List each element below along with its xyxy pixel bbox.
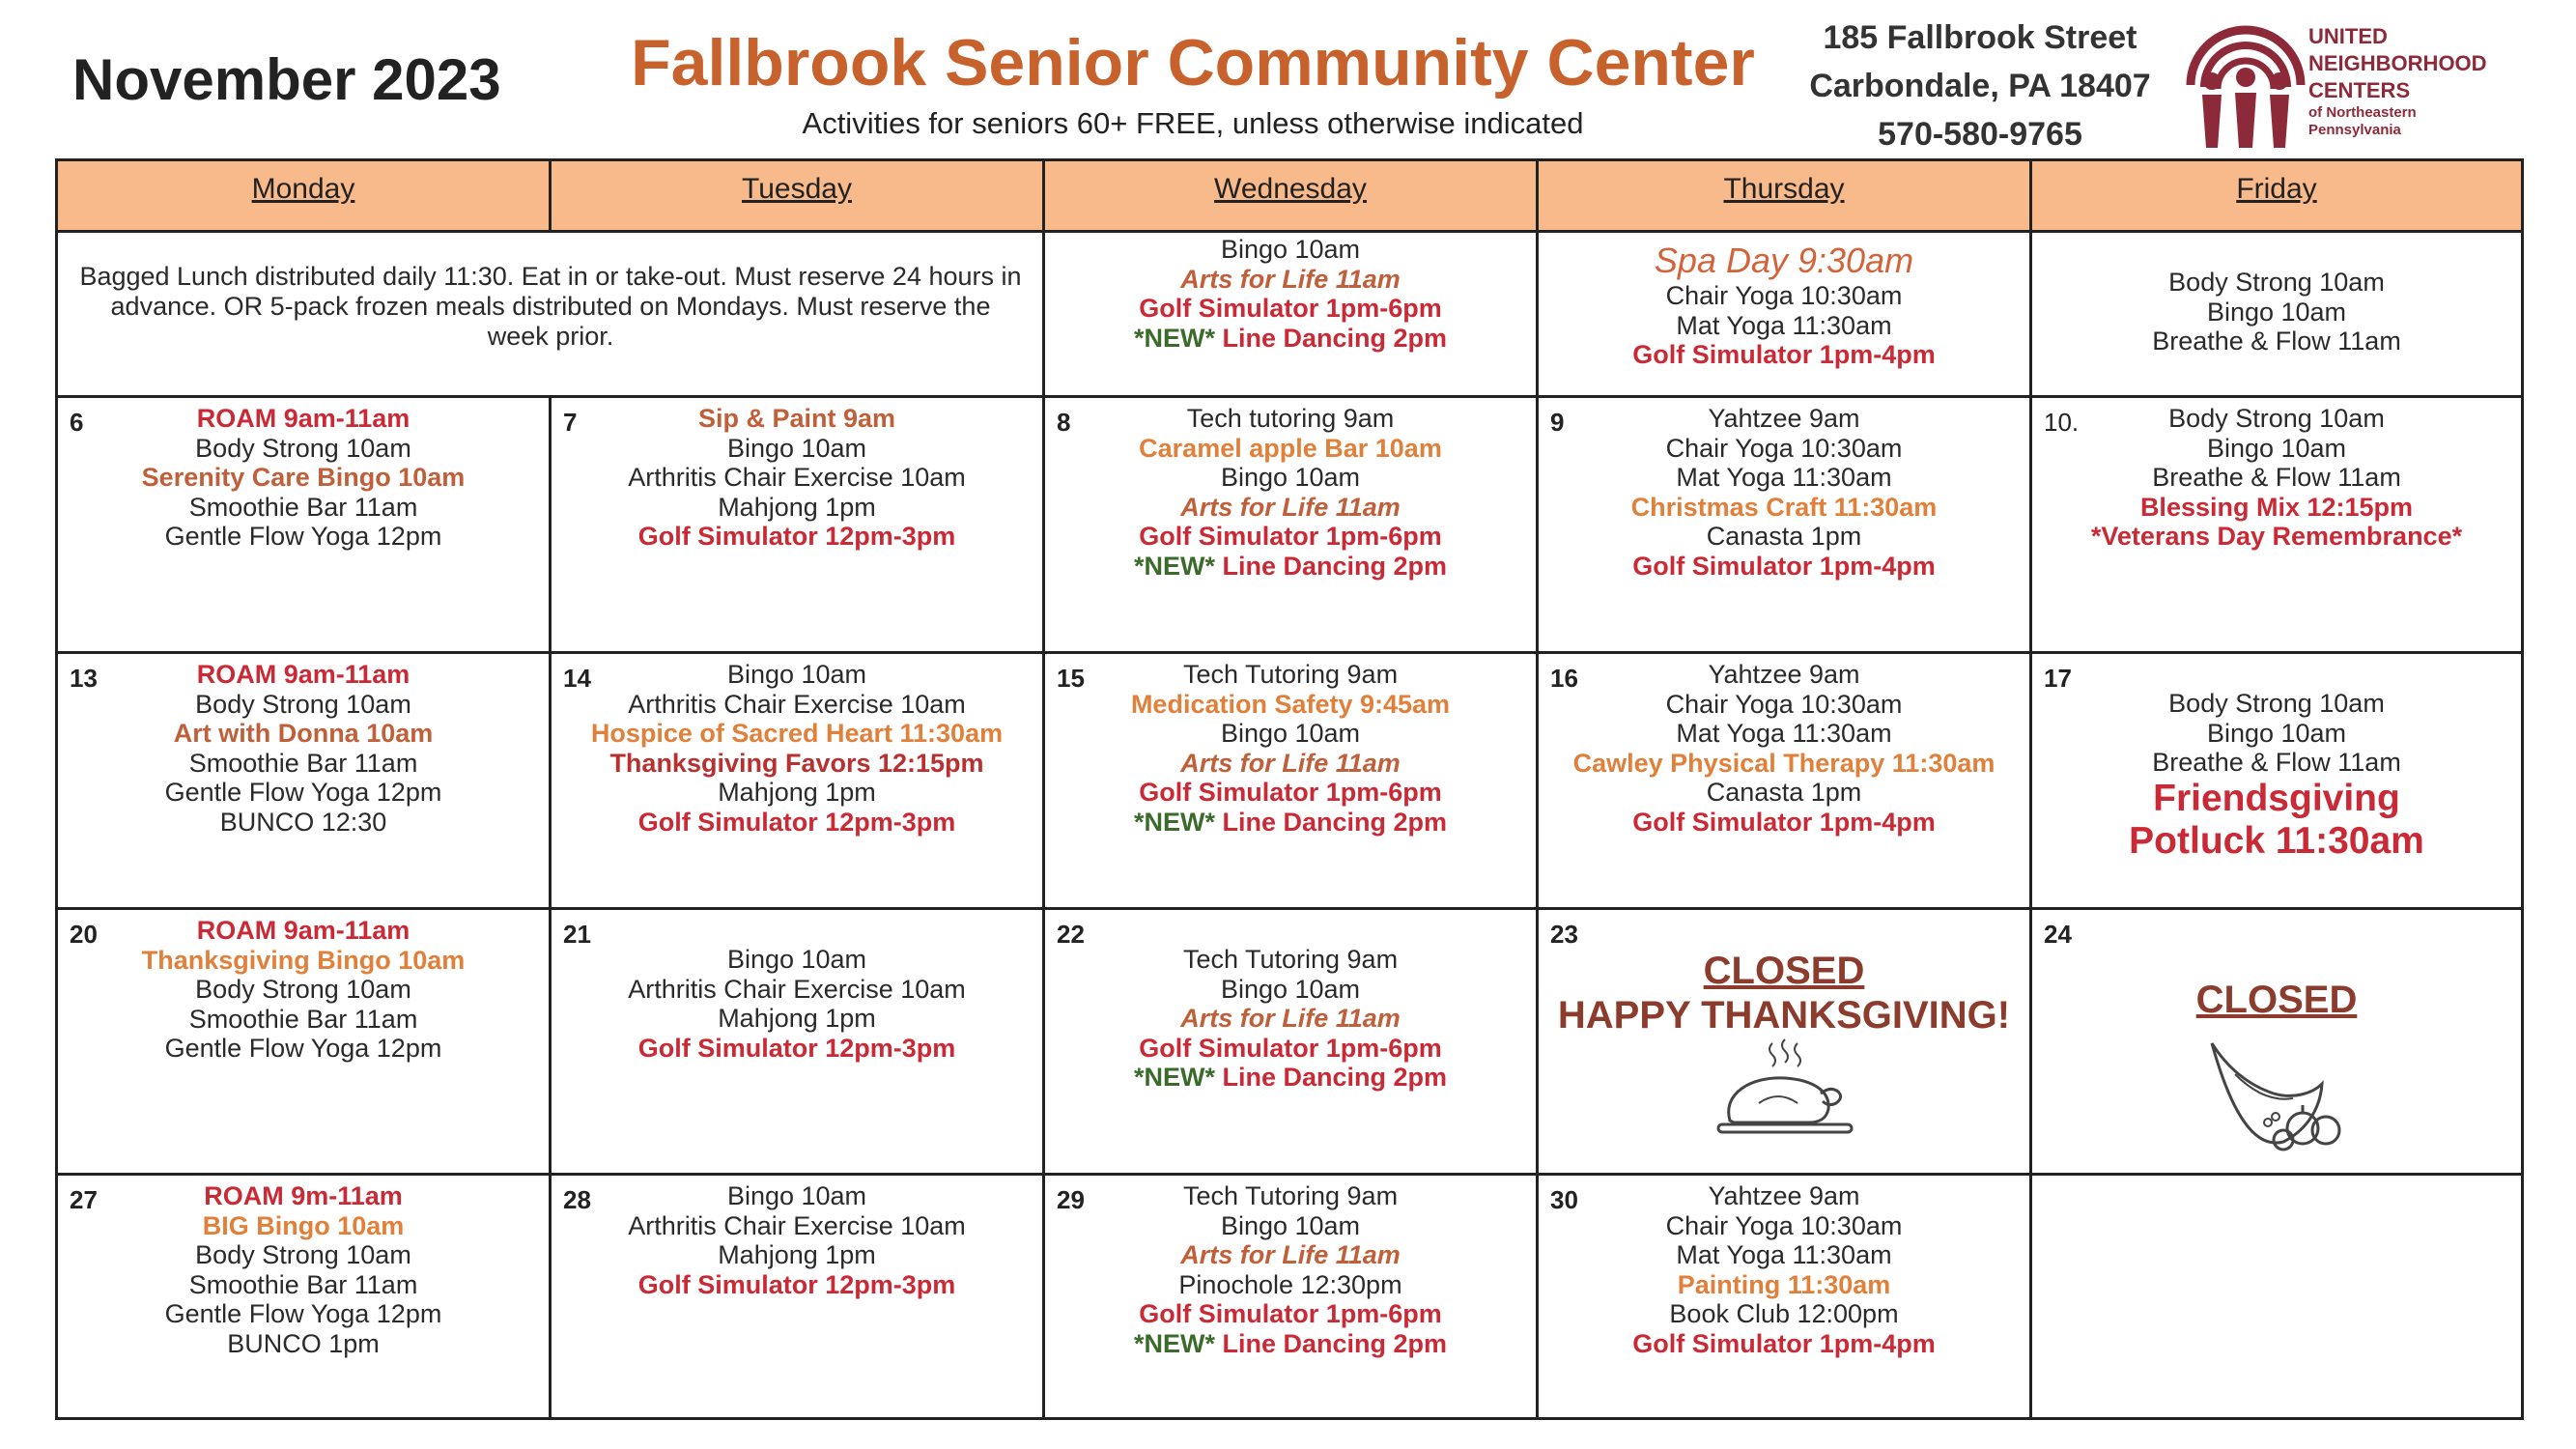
activity: Golf Simulator 1pm-4pm bbox=[1632, 340, 1936, 370]
logo-line3: CENTERS bbox=[2308, 78, 2411, 102]
activity: Serenity Care Bingo 10am bbox=[141, 463, 466, 493]
date-number: 27 bbox=[70, 1185, 98, 1214]
date-number: 28 bbox=[563, 1185, 591, 1214]
date-number: 10. bbox=[2044, 408, 2080, 437]
address-city: Carbondale, PA 18407 bbox=[1809, 68, 2151, 104]
date-number: 16 bbox=[1550, 664, 1578, 693]
activity: Golf Simulator 1pm-6pm bbox=[1139, 1299, 1442, 1329]
activity: Mahjong 1pm bbox=[718, 1240, 876, 1270]
date-number: 15 bbox=[1057, 664, 1085, 693]
activity: Bingo 10am bbox=[2206, 433, 2347, 463]
activity-line-dancing: *NEW* Line Dancing 2pm bbox=[1133, 807, 1448, 837]
day-cell-mon-27 bbox=[58, 1176, 552, 1417]
activity: Gentle Flow Yoga 12pm bbox=[164, 1299, 442, 1329]
activity: Gentle Flow Yoga 12pm bbox=[164, 778, 442, 808]
date-number: 22 bbox=[1057, 920, 1085, 949]
day-cell-thu-23 bbox=[1539, 910, 2032, 1176]
activity: Smoothie Bar 11am bbox=[188, 492, 418, 522]
activity: Bingo 10am bbox=[1220, 463, 1361, 493]
date-number: 7 bbox=[563, 408, 578, 437]
date-number: 9 bbox=[1550, 408, 1565, 437]
activity: Canasta 1pm bbox=[1706, 778, 1862, 808]
logo-text bbox=[2308, 23, 2487, 139]
activity: Thanksgiving Bingo 10am bbox=[141, 945, 466, 975]
activity: Chair Yoga 10:30am bbox=[1665, 433, 1903, 463]
activity: Christmas Craft 11:30am bbox=[1630, 492, 1938, 522]
date-number: 23 bbox=[1550, 920, 1578, 949]
activity: Sip & Paint 9am bbox=[697, 404, 896, 433]
date-number: 17 bbox=[2044, 664, 2072, 693]
logo-line2: NEIGHBORHOOD bbox=[2308, 51, 2487, 75]
activity: ROAM 9am-11am bbox=[196, 916, 410, 945]
activity: Arthritis Chair Exercise 10am bbox=[628, 1210, 966, 1240]
activity: Golf Simulator 1pm-4pm bbox=[1632, 1328, 1936, 1358]
logo-line4: of Northeastern bbox=[2308, 104, 2417, 121]
closed-label: CLOSED bbox=[1703, 950, 1865, 992]
activity: Tech Tutoring 9am bbox=[1182, 660, 1399, 689]
friendsgiving-potluck: Friendsgiving Potluck 11:30am bbox=[2129, 777, 2424, 862]
activity: Golf Simulator 1pm-6pm bbox=[1139, 778, 1442, 808]
activity: Golf Simulator 12pm-3pm bbox=[637, 1269, 956, 1299]
activity: Arts for Life 11am bbox=[1180, 1004, 1401, 1034]
day-cell-thu-16 bbox=[1539, 654, 2032, 910]
day-cell-wed-22 bbox=[1045, 910, 1539, 1176]
date-number: 13 bbox=[70, 664, 98, 693]
date-number: 14 bbox=[563, 664, 591, 693]
activity: BUNCO 12:30 bbox=[219, 807, 387, 837]
day-cell-wed-1 bbox=[1045, 233, 1539, 398]
activity: Bingo 10am bbox=[1220, 1210, 1361, 1240]
cornucopia-icon bbox=[2206, 1036, 2351, 1161]
day-cell-empty bbox=[2032, 1176, 2521, 1417]
activity: Yahtzee 9am bbox=[1708, 1181, 1860, 1210]
activity: Body Strong 10am bbox=[2168, 689, 2385, 718]
activity: Bingo 10am bbox=[1220, 974, 1361, 1004]
phone-number: 570-580-9765 bbox=[1878, 116, 2082, 153]
activity: Mat Yoga 11:30am bbox=[1676, 463, 1892, 493]
day-cell-wed-15 bbox=[1045, 654, 1539, 910]
activity: Body Strong 10am bbox=[195, 433, 411, 463]
date-number: 24 bbox=[2044, 920, 2072, 949]
activity-line-dancing: *NEW* Line Dancing 2pm bbox=[1133, 1063, 1448, 1093]
day-cell-fri-10 bbox=[2032, 398, 2521, 654]
logo-arches-icon bbox=[2183, 17, 2308, 153]
date-number: 30 bbox=[1550, 1185, 1578, 1214]
activity: Bingo 10am bbox=[2206, 718, 2347, 748]
activity: Thanksgiving Favors 12:15pm bbox=[609, 748, 984, 778]
day-cell-thu-2 bbox=[1539, 233, 2032, 398]
day-cell-tue-21 bbox=[552, 910, 1045, 1176]
happy-thanksgiving: HAPPY THANKSGIVING! bbox=[1557, 994, 2011, 1037]
activity-line-dancing: *NEW* Line Dancing 2pm bbox=[1133, 1328, 1448, 1358]
activity: Mat Yoga 11:30am bbox=[1676, 719, 1892, 749]
lunch-note-cell bbox=[58, 233, 1045, 398]
activity: ROAM 9am-11am bbox=[196, 404, 410, 433]
activity: Arts for Life 11am bbox=[1180, 1240, 1401, 1270]
activity: Golf Simulator 1pm-6pm bbox=[1139, 294, 1442, 324]
activity: Bingo 10am bbox=[726, 660, 867, 689]
activity: Golf Simulator 1pm-6pm bbox=[1139, 1033, 1442, 1063]
activity: Mahjong 1pm bbox=[718, 1004, 876, 1034]
activity: Smoothie Bar 11am bbox=[188, 1269, 418, 1299]
activity: Body Strong 10am bbox=[2168, 268, 2385, 297]
activity: Chair Yoga 10:30am bbox=[1665, 281, 1903, 310]
month-title: November 2023 bbox=[72, 47, 501, 112]
logo-line5: Pennsylvania bbox=[2308, 122, 2401, 138]
activity: Pinochole 12:30pm bbox=[1178, 1269, 1402, 1299]
header-friday: Friday bbox=[2032, 161, 2521, 233]
activity: ROAM 9m-11am bbox=[204, 1181, 403, 1210]
activity-line-dancing: *NEW* Line Dancing 2pm bbox=[1133, 551, 1448, 581]
activity: Bingo 10am bbox=[726, 945, 867, 974]
activity: Golf Simulator 1pm-4pm bbox=[1632, 551, 1936, 581]
activity: Golf Simulator 1pm-6pm bbox=[1139, 522, 1442, 552]
activity: Bingo 10am bbox=[726, 433, 867, 463]
unc-logo bbox=[2183, 17, 2502, 153]
activity: ROAM 9am-11am bbox=[196, 660, 410, 689]
header-thursday: Thursday bbox=[1539, 161, 2032, 233]
day-cell-thu-9 bbox=[1539, 398, 2032, 654]
day-cell-thu-30 bbox=[1539, 1176, 2032, 1417]
activity: Golf Simulator 12pm-3pm bbox=[637, 522, 956, 552]
activity: Tech Tutoring 9am bbox=[1182, 1181, 1399, 1210]
activity: Breathe & Flow 11am bbox=[2152, 463, 2401, 493]
activity: Yahtzee 9am bbox=[1708, 404, 1860, 433]
day-cell-mon-13 bbox=[58, 654, 552, 910]
activity-line-dancing: *NEW* Line Dancing 2pm bbox=[1133, 323, 1448, 353]
activity: Breathe & Flow 11am bbox=[2152, 327, 2401, 356]
activity: Chair Yoga 10:30am bbox=[1665, 1210, 1903, 1240]
day-cell-tue-7 bbox=[552, 398, 1045, 654]
activity: Smoothie Bar 11am bbox=[188, 1004, 418, 1034]
day-cell-mon-6 bbox=[58, 398, 552, 654]
activity: Bingo 10am bbox=[1220, 719, 1361, 749]
activity: Chair Yoga 10:30am bbox=[1665, 689, 1903, 719]
activity: *Veterans Day Remembrance* bbox=[2090, 522, 2463, 552]
activity: Smoothie Bar 11am bbox=[188, 748, 418, 778]
activity: Body Strong 10am bbox=[195, 689, 411, 719]
activity: Canasta 1pm bbox=[1706, 522, 1862, 552]
activity: Cawley Physical Therapy 11:30am bbox=[1572, 748, 1996, 778]
activity: Body Strong 10am bbox=[2168, 404, 2385, 433]
day-cell-tue-14 bbox=[552, 654, 1045, 910]
day-cell-mon-20 bbox=[58, 910, 552, 1176]
activity: Arthritis Chair Exercise 10am bbox=[628, 463, 966, 493]
logo-line1: UNITED bbox=[2308, 24, 2388, 48]
subtitle: Activities for seniors 60+ FREE, unless otherwise indicated bbox=[802, 106, 1584, 140]
day-cell-tue-28 bbox=[552, 1176, 1045, 1417]
activity: Yahtzee 9am bbox=[1708, 660, 1860, 689]
activity: Painting 11:30am bbox=[1677, 1269, 1891, 1299]
activity: Bingo 10am bbox=[2206, 297, 2347, 327]
activity: Mahjong 1pm bbox=[718, 778, 876, 808]
activity: Bingo 10am bbox=[1220, 235, 1361, 264]
day-cell-fri-3 bbox=[2032, 233, 2521, 398]
activity: Tech Tutoring 9am bbox=[1182, 945, 1399, 974]
activity: Arts for Life 11am bbox=[1180, 748, 1401, 778]
activity: Arthritis Chair Exercise 10am bbox=[628, 974, 966, 1004]
activity: BUNCO 1pm bbox=[227, 1328, 380, 1358]
center-name: Fallbrook Senior Community Center bbox=[631, 26, 1755, 99]
activity: Mat Yoga 11:30am bbox=[1676, 310, 1892, 340]
activity: Arthritis Chair Exercise 10am bbox=[628, 689, 966, 719]
day-cell-fri-24 bbox=[2032, 910, 2521, 1176]
address-block bbox=[1777, 14, 2183, 158]
header-wednesday: Wednesday bbox=[1045, 161, 1539, 233]
date-number: 20 bbox=[70, 920, 98, 949]
activity: Caramel apple Bar 10am bbox=[1139, 433, 1442, 463]
activity: Golf Simulator 12pm-3pm bbox=[637, 1033, 956, 1063]
address-street: 185 Fallbrook Street bbox=[1823, 19, 2137, 56]
activity: Hospice of Sacred Heart 11:30am bbox=[590, 719, 1004, 749]
activity: Arts for Life 11am bbox=[1180, 492, 1401, 522]
activity: Gentle Flow Yoga 12pm bbox=[164, 1034, 442, 1064]
activity: BIG Bingo 10am bbox=[202, 1210, 405, 1240]
date-number: 6 bbox=[70, 408, 84, 437]
activity: Body Strong 10am bbox=[195, 975, 411, 1005]
calendar-grid bbox=[55, 158, 2524, 1420]
day-cell-wed-8 bbox=[1045, 398, 1539, 654]
date-number: 29 bbox=[1057, 1185, 1085, 1214]
day-cell-wed-29 bbox=[1045, 1176, 1539, 1417]
activity: Medication Safety 9:45am bbox=[1130, 689, 1451, 719]
closed-label: CLOSED bbox=[2195, 979, 2358, 1021]
roast-turkey-icon bbox=[1713, 1036, 1857, 1142]
date-number: 21 bbox=[563, 920, 591, 949]
day-cell-fri-17 bbox=[2032, 654, 2521, 910]
activity: Golf Simulator 12pm-3pm bbox=[637, 807, 956, 837]
activity: Bingo 10am bbox=[726, 1181, 867, 1210]
header-tuesday: Tuesday bbox=[552, 161, 1045, 233]
lunch-note: Bagged Lunch distributed daily 11:30. Eat in or take-out. Must reserve 24 hours in advance. OR 5-pack frozen meals distributed on Mondays. Must reserve the week prior. bbox=[79, 262, 1022, 351]
activity: Body Strong 10am bbox=[195, 1240, 411, 1270]
date-number: 8 bbox=[1057, 408, 1071, 437]
activity: Mat Yoga 11:30am bbox=[1676, 1240, 1892, 1270]
activity-spa-day: Spa Day 9:30am bbox=[1654, 241, 1914, 280]
activity: Breathe & Flow 11am bbox=[2152, 748, 2401, 778]
activity: Mahjong 1pm bbox=[718, 492, 876, 522]
activity: Gentle Flow Yoga 12pm bbox=[164, 522, 442, 552]
header-monday: Monday bbox=[58, 161, 552, 233]
activity: Art with Donna 10am bbox=[173, 719, 434, 749]
activity: Golf Simulator 1pm-4pm bbox=[1632, 807, 1936, 837]
activity: Arts for Life 11am bbox=[1180, 264, 1401, 294]
activity: Book Club 12:00pm bbox=[1669, 1299, 1899, 1329]
activity: Blessing Mix 12:15pm bbox=[2139, 492, 2414, 522]
activity: Tech tutoring 9am bbox=[1186, 404, 1395, 433]
